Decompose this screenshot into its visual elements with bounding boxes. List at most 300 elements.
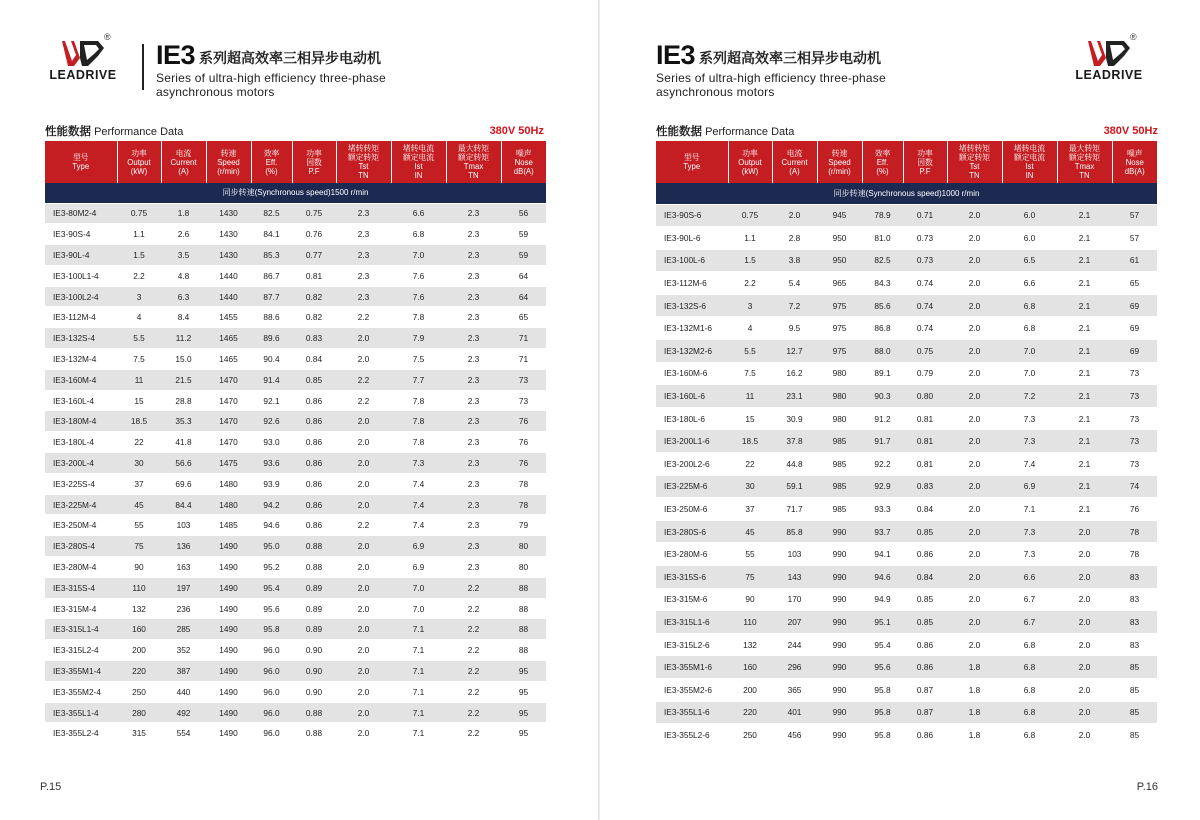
- value-cell: 6.8: [391, 224, 446, 245]
- table-row: [45, 557, 546, 578]
- column-header-line: TN: [1079, 171, 1090, 180]
- value-cell: 0.84: [292, 349, 336, 370]
- value-cell: 136: [161, 536, 206, 557]
- value-cell: 76: [501, 411, 546, 432]
- value-cell: 2.0: [336, 411, 391, 432]
- value-cell: 280: [117, 702, 161, 723]
- value-cell: 92.9: [862, 475, 903, 498]
- value-cell: 0.90: [292, 661, 336, 682]
- model-cell: IE3-132M-4: [45, 349, 117, 370]
- value-cell: 2.1: [1057, 385, 1112, 408]
- value-cell: 7.8: [391, 432, 446, 453]
- model-cell: IE3-315L2-6: [656, 633, 728, 656]
- column-header-line: 噪声: [1126, 148, 1143, 158]
- value-cell: 96.0: [251, 723, 292, 744]
- column-header-line: Nose: [1125, 157, 1144, 167]
- value-cell: 94.1: [862, 543, 903, 566]
- value-cell: 30: [117, 453, 161, 474]
- value-cell: 985: [817, 453, 862, 476]
- value-cell: 2.0: [336, 557, 391, 578]
- value-cell: 1.8: [947, 724, 1002, 747]
- value-cell: 1490: [206, 640, 251, 661]
- performance-table-1500: [45, 141, 546, 744]
- value-cell: 7.6: [391, 286, 446, 307]
- value-cell: 103: [161, 515, 206, 536]
- value-cell: 75: [728, 566, 772, 589]
- table-row: [45, 369, 546, 390]
- column-header-line: 额定转矩: [1068, 153, 1101, 162]
- value-cell: 73: [1112, 453, 1157, 476]
- table-row: [656, 566, 1157, 589]
- value-cell: 5.5: [117, 328, 161, 349]
- model-cell: IE3-132S-4: [45, 328, 117, 349]
- column-header-line: 转速: [220, 148, 237, 158]
- value-cell: 160: [728, 656, 772, 679]
- value-cell: 1.1: [117, 224, 161, 245]
- value-cell: 0.75: [292, 203, 336, 224]
- value-cell: 7.0: [391, 598, 446, 619]
- leadrive-logo: [38, 32, 128, 88]
- value-cell: 0.82: [292, 286, 336, 307]
- value-cell: 80: [501, 536, 546, 557]
- value-cell: 7.9: [391, 328, 446, 349]
- value-cell: 0.88: [292, 723, 336, 744]
- value-cell: 94.6: [862, 566, 903, 589]
- value-cell: 2.2: [336, 369, 391, 390]
- value-cell: 980: [817, 385, 862, 408]
- value-cell: 0.87: [903, 701, 947, 724]
- value-cell: 37: [117, 473, 161, 494]
- section-label: [45, 123, 183, 139]
- value-cell: 2.3: [446, 307, 501, 328]
- value-cell: 456: [772, 724, 817, 747]
- value-cell: 2.0: [947, 272, 1002, 295]
- value-cell: 110: [728, 611, 772, 634]
- value-cell: 90: [117, 557, 161, 578]
- value-cell: 2.0: [336, 577, 391, 598]
- value-cell: 2.0: [947, 294, 1002, 317]
- value-cell: 554: [161, 723, 206, 744]
- value-cell: 0.75: [117, 203, 161, 224]
- value-cell: 1430: [206, 203, 251, 224]
- value-cell: 2.0: [336, 536, 391, 557]
- value-cell: 0.85: [903, 520, 947, 543]
- value-cell: 990: [817, 701, 862, 724]
- value-cell: 95: [501, 681, 546, 702]
- table-row: [45, 390, 546, 411]
- table-row: [45, 598, 546, 619]
- table-row: [45, 577, 546, 598]
- value-cell: 61: [1112, 249, 1157, 272]
- value-cell: 2.3: [446, 265, 501, 286]
- column-header-line: Eff.: [265, 157, 278, 167]
- value-cell: 6.6: [391, 203, 446, 224]
- value-cell: 7.3: [1002, 520, 1057, 543]
- value-cell: 207: [772, 611, 817, 634]
- value-cell: 15.0: [161, 349, 206, 370]
- value-cell: 143: [772, 566, 817, 589]
- value-cell: 2.1: [1057, 430, 1112, 453]
- value-cell: 88.0: [862, 340, 903, 363]
- value-cell: 69: [1112, 294, 1157, 317]
- value-cell: 6.8: [1002, 701, 1057, 724]
- value-cell: 41.8: [161, 432, 206, 453]
- value-cell: 81.0: [862, 227, 903, 250]
- page-title: [156, 40, 386, 99]
- column-header-line: TN: [358, 171, 369, 180]
- value-cell: 2.2: [446, 702, 501, 723]
- value-cell: 990: [817, 656, 862, 679]
- value-cell: 170: [772, 588, 817, 611]
- value-cell: 45: [728, 520, 772, 543]
- value-cell: 89.6: [251, 328, 292, 349]
- column-header-line: Speed: [217, 157, 240, 167]
- value-cell: 6.5: [1002, 249, 1057, 272]
- value-cell: 3.5: [161, 245, 206, 266]
- column-header: [117, 141, 161, 183]
- value-cell: 59: [501, 224, 546, 245]
- model-cell: IE3-100L1-4: [45, 265, 117, 286]
- model-cell: IE3-315M-4: [45, 598, 117, 619]
- column-header: [292, 141, 336, 183]
- column-header: [728, 141, 772, 183]
- value-cell: 0.71: [903, 204, 947, 227]
- title-english-line2: asynchronous motors: [656, 85, 775, 99]
- leadrive-logo: [1064, 32, 1154, 88]
- value-cell: 83: [1112, 588, 1157, 611]
- value-cell: 6.8: [1002, 678, 1057, 701]
- value-cell: 78: [501, 473, 546, 494]
- model-cell: IE3-132S-6: [656, 294, 728, 317]
- value-cell: 365: [772, 678, 817, 701]
- value-cell: 0.74: [903, 317, 947, 340]
- value-cell: 2.0: [1057, 543, 1112, 566]
- column-header-line: (A): [789, 166, 800, 176]
- column-header-line: 堵转电流: [1013, 144, 1046, 153]
- table-row: [656, 340, 1157, 363]
- value-cell: 73: [1112, 430, 1157, 453]
- value-cell: 6.0: [1002, 204, 1057, 227]
- model-cell: IE3-200L2-6: [656, 453, 728, 476]
- value-cell: 65: [1112, 272, 1157, 295]
- value-cell: 2.1: [1057, 294, 1112, 317]
- column-header: [1112, 141, 1157, 183]
- value-cell: 244: [772, 633, 817, 656]
- value-cell: 2.0: [947, 566, 1002, 589]
- performance-table-1000: [656, 141, 1157, 747]
- value-cell: 95: [501, 723, 546, 744]
- table-row: [45, 432, 546, 453]
- value-cell: 93.7: [862, 520, 903, 543]
- model-cell: IE3-355L2-6: [656, 724, 728, 747]
- value-cell: 95.8: [862, 724, 903, 747]
- value-cell: 0.81: [903, 407, 947, 430]
- value-cell: 74: [1112, 475, 1157, 498]
- model-cell: IE3-315L2-4: [45, 640, 117, 661]
- brand-name: LEADRIVE: [1075, 68, 1143, 82]
- model-cell: IE3-280S-4: [45, 536, 117, 557]
- table-row: [656, 249, 1157, 272]
- value-cell: 93.9: [251, 473, 292, 494]
- value-cell: 22: [117, 432, 161, 453]
- column-header-line: 额定转矩: [347, 153, 380, 162]
- value-cell: 220: [117, 661, 161, 682]
- value-cell: 2.0: [947, 588, 1002, 611]
- column-header-line: Tmax: [1074, 162, 1095, 171]
- value-cell: 2.0: [1057, 724, 1112, 747]
- value-cell: 110: [117, 577, 161, 598]
- value-cell: 55: [728, 543, 772, 566]
- synchronous-speed-label: 同步转速(Synchronous speed)1500 r/min: [45, 183, 546, 203]
- model-cell: IE3-200L1-6: [656, 430, 728, 453]
- value-cell: 95.8: [251, 619, 292, 640]
- column-header: [947, 141, 1002, 183]
- value-cell: 5.4: [772, 272, 817, 295]
- column-header-line: (%): [876, 166, 889, 176]
- value-cell: 2.2: [728, 272, 772, 295]
- value-cell: 0.75: [728, 204, 772, 227]
- value-cell: 0.86: [903, 724, 947, 747]
- value-cell: 1440: [206, 265, 251, 286]
- value-cell: 2.3: [446, 224, 501, 245]
- column-header-line: 额定转矩: [958, 153, 991, 162]
- value-cell: 990: [817, 566, 862, 589]
- column-header-line: 效率: [874, 148, 891, 158]
- column-header-line: TN: [468, 171, 479, 180]
- catalog-page-right: [600, 0, 1200, 820]
- value-cell: 57: [1112, 227, 1157, 250]
- value-cell: 73: [1112, 385, 1157, 408]
- value-cell: 2.3: [446, 286, 501, 307]
- value-cell: 985: [817, 430, 862, 453]
- value-cell: 73: [1112, 362, 1157, 385]
- table-row: [656, 272, 1157, 295]
- value-cell: 57: [1112, 204, 1157, 227]
- table-row: [656, 520, 1157, 543]
- column-header-line: 因数: [306, 157, 322, 167]
- column-header: [391, 141, 446, 183]
- value-cell: 96.0: [251, 702, 292, 723]
- column-header-line: TN: [969, 171, 980, 180]
- value-cell: 95.0: [251, 536, 292, 557]
- value-cell: 30.9: [772, 407, 817, 430]
- value-cell: 7.1: [391, 702, 446, 723]
- table-row: [45, 203, 546, 224]
- value-cell: 7.0: [391, 577, 446, 598]
- value-cell: 88.6: [251, 307, 292, 328]
- value-cell: 285: [161, 619, 206, 640]
- value-cell: 0.89: [292, 577, 336, 598]
- column-header-line: 最大转矩: [1068, 144, 1101, 153]
- series-code: IE3: [156, 40, 196, 70]
- value-cell: 2.0: [336, 349, 391, 370]
- value-cell: 2.0: [1057, 678, 1112, 701]
- value-cell: 6.8: [1002, 724, 1057, 747]
- table-row: [656, 317, 1157, 340]
- table-row: [656, 385, 1157, 408]
- value-cell: 65: [501, 307, 546, 328]
- value-cell: 2.2: [446, 640, 501, 661]
- value-cell: 55: [117, 515, 161, 536]
- column-header: [656, 141, 728, 183]
- model-cell: IE3-112M-6: [656, 272, 728, 295]
- value-cell: 7.1: [391, 661, 446, 682]
- value-cell: 2.2: [446, 577, 501, 598]
- value-cell: 95.2: [251, 557, 292, 578]
- model-cell: IE3-180L-4: [45, 432, 117, 453]
- value-cell: 950: [817, 227, 862, 250]
- value-cell: 7.8: [391, 390, 446, 411]
- table-row: [656, 362, 1157, 385]
- column-header-line: 型号: [683, 153, 700, 162]
- value-cell: 990: [817, 543, 862, 566]
- value-cell: 1490: [206, 536, 251, 557]
- column-header: [1002, 141, 1057, 183]
- column-header-line: 噪声: [515, 148, 532, 158]
- value-cell: 95.4: [862, 633, 903, 656]
- value-cell: 7.4: [1002, 453, 1057, 476]
- value-cell: 2.1: [1057, 362, 1112, 385]
- model-cell: IE3-315M-6: [656, 588, 728, 611]
- value-cell: 0.76: [292, 224, 336, 245]
- column-header-line: 堵转转矩: [958, 144, 991, 153]
- value-cell: 56.6: [161, 453, 206, 474]
- table-row: [656, 498, 1157, 521]
- model-cell: IE3-160L-4: [45, 390, 117, 411]
- value-cell: 44.8: [772, 453, 817, 476]
- column-header-line: P.F: [919, 166, 931, 176]
- value-cell: 78: [1112, 543, 1157, 566]
- value-cell: 945: [817, 204, 862, 227]
- column-header: [206, 141, 251, 183]
- column-header-line: 效率: [263, 148, 280, 158]
- value-cell: 7.5: [728, 362, 772, 385]
- value-cell: 401: [772, 701, 817, 724]
- value-cell: 84.4: [161, 494, 206, 515]
- value-cell: 0.90: [292, 681, 336, 702]
- value-cell: 1490: [206, 557, 251, 578]
- value-cell: 88: [501, 640, 546, 661]
- model-cell: IE3-250M-6: [656, 498, 728, 521]
- value-cell: 1475: [206, 453, 251, 474]
- value-cell: 1480: [206, 494, 251, 515]
- value-cell: 1470: [206, 369, 251, 390]
- table-row: [45, 640, 546, 661]
- table-row: [45, 536, 546, 557]
- value-cell: 250: [117, 681, 161, 702]
- value-cell: 2.0: [947, 543, 1002, 566]
- column-header: [772, 141, 817, 183]
- value-cell: 90: [728, 588, 772, 611]
- value-cell: 0.84: [903, 566, 947, 589]
- page-title: [656, 40, 886, 99]
- table-row: [656, 701, 1157, 724]
- value-cell: 85.6: [862, 294, 903, 317]
- value-cell: 0.87: [903, 678, 947, 701]
- value-cell: 95.4: [251, 577, 292, 598]
- model-cell: IE3-90L-6: [656, 227, 728, 250]
- model-cell: IE3-315S-4: [45, 577, 117, 598]
- model-cell: IE3-355L1-6: [656, 701, 728, 724]
- value-cell: 21.5: [161, 369, 206, 390]
- column-header-line: 型号: [72, 153, 89, 162]
- voltage-label: 380V 50Hz: [489, 125, 544, 137]
- value-cell: 92.6: [251, 411, 292, 432]
- value-cell: 296: [772, 656, 817, 679]
- value-cell: 69: [1112, 340, 1157, 363]
- value-cell: 0.83: [292, 328, 336, 349]
- value-cell: 86.7: [251, 265, 292, 286]
- value-cell: 78: [501, 494, 546, 515]
- value-cell: 4: [117, 307, 161, 328]
- column-header-line: Type: [683, 162, 701, 171]
- column-header-line: IN: [1025, 171, 1034, 180]
- value-cell: 2.0: [1057, 611, 1112, 634]
- value-cell: 6.3: [161, 286, 206, 307]
- value-cell: 95: [501, 702, 546, 723]
- column-header-line: P.F: [308, 166, 320, 176]
- value-cell: 76: [501, 453, 546, 474]
- value-cell: 1440: [206, 286, 251, 307]
- value-cell: 1490: [206, 661, 251, 682]
- value-cell: 2.2: [117, 265, 161, 286]
- value-cell: 7.3: [1002, 407, 1057, 430]
- model-cell: IE3-315S-6: [656, 566, 728, 589]
- value-cell: 6.6: [1002, 566, 1057, 589]
- section-label-cn: 性能数据: [45, 126, 91, 138]
- value-cell: 1.8: [947, 701, 1002, 724]
- table-row: [656, 475, 1157, 498]
- value-cell: 1470: [206, 411, 251, 432]
- table-row: [656, 611, 1157, 634]
- value-cell: 2.0: [336, 494, 391, 515]
- value-cell: 2.0: [947, 520, 1002, 543]
- registered-mark: ®: [104, 32, 111, 42]
- value-cell: 2.0: [336, 598, 391, 619]
- value-cell: 37: [728, 498, 772, 521]
- value-cell: 990: [817, 520, 862, 543]
- column-header-line: Current: [781, 157, 808, 167]
- model-cell: IE3-90S-6: [656, 204, 728, 227]
- column-header: [336, 141, 391, 183]
- value-cell: 0.90: [292, 640, 336, 661]
- column-header-line: (A): [178, 166, 189, 176]
- value-cell: 95.8: [862, 701, 903, 724]
- value-cell: 975: [817, 317, 862, 340]
- value-cell: 2.3: [446, 369, 501, 390]
- value-cell: 2.3: [446, 494, 501, 515]
- value-cell: 1.1: [728, 227, 772, 250]
- model-cell: IE3-200L-4: [45, 453, 117, 474]
- model-cell: IE3-80M2-4: [45, 203, 117, 224]
- value-cell: 91.4: [251, 369, 292, 390]
- value-cell: 45: [117, 494, 161, 515]
- value-cell: 56: [501, 203, 546, 224]
- table-row: [656, 430, 1157, 453]
- title-chinese: 系列超高效率三相异步电动机: [699, 50, 882, 66]
- value-cell: 0.86: [292, 515, 336, 536]
- value-cell: 7.4: [391, 494, 446, 515]
- value-cell: 387: [161, 661, 206, 682]
- value-cell: 0.86: [292, 390, 336, 411]
- table-row: [45, 661, 546, 682]
- model-cell: IE3-180M-4: [45, 411, 117, 432]
- column-header: [251, 141, 292, 183]
- value-cell: 2.2: [446, 598, 501, 619]
- value-cell: 71: [501, 349, 546, 370]
- value-cell: 2.1: [1057, 498, 1112, 521]
- table-row: [656, 678, 1157, 701]
